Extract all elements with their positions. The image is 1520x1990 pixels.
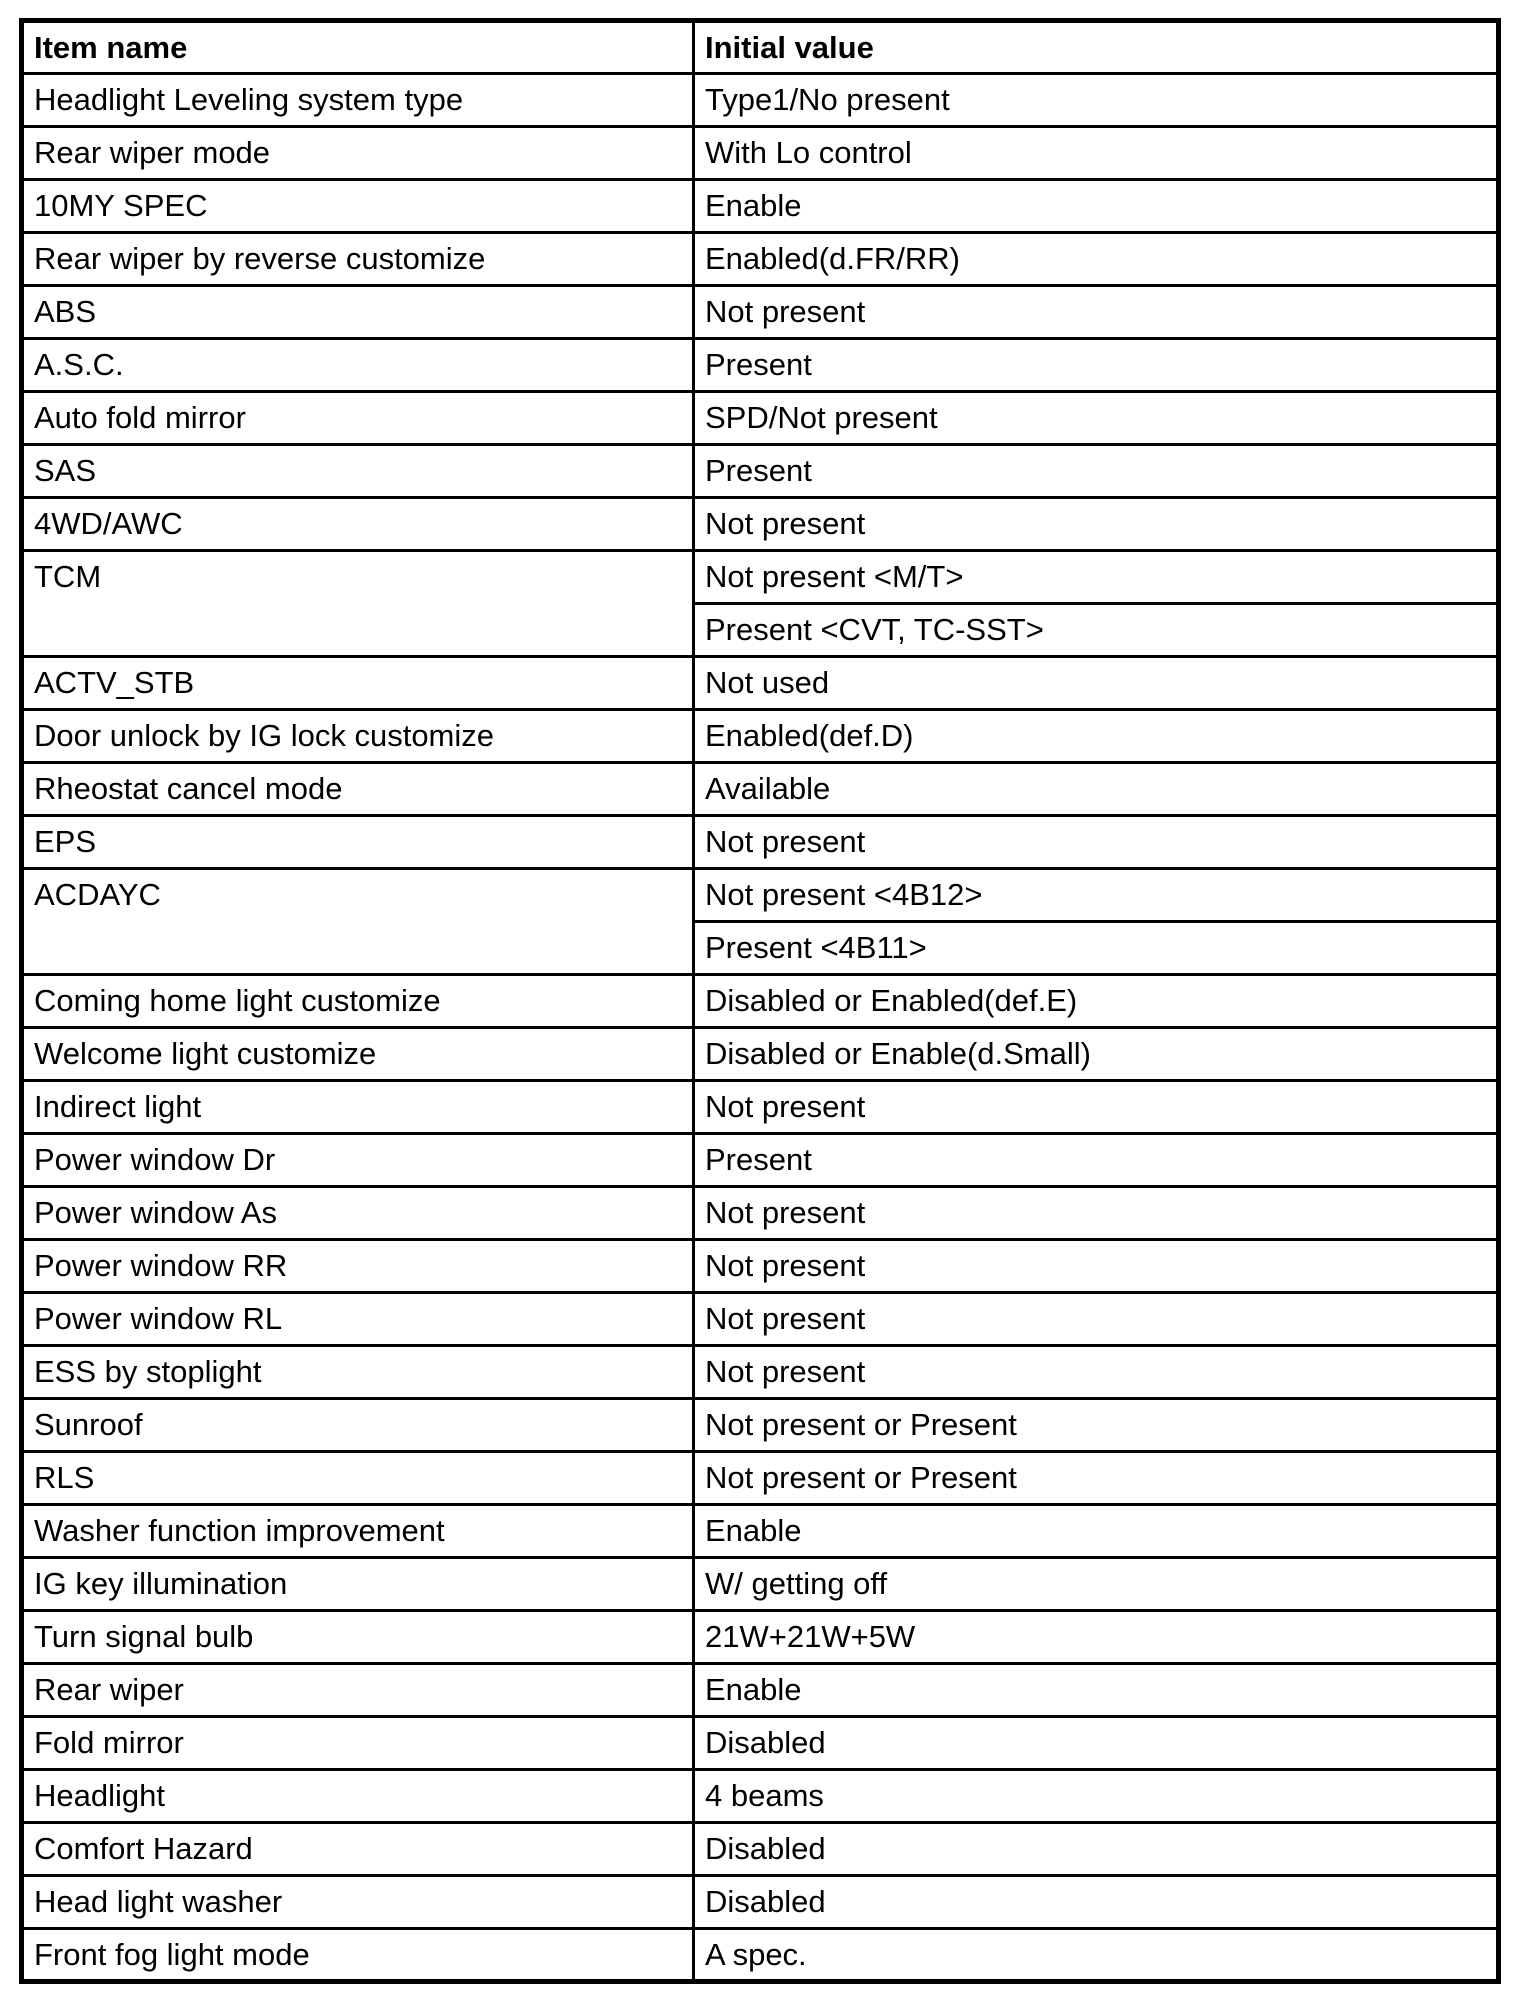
item-name-cell: ACDAYC [22,869,694,975]
table-row [22,1293,1499,1346]
initial-value-cell: 21W+21W+5W [694,1611,1499,1664]
item-name-cell: ABS [22,286,694,339]
table-row [22,1028,1499,1081]
table-row [22,1558,1499,1611]
initial-value-cell: Not present <4B12> [694,869,1499,922]
item-name-cell: Power window RR [22,1240,694,1293]
item-name-cell: Washer function improvement [22,1505,694,1558]
table-row [22,1876,1499,1929]
table-row [22,551,1499,604]
initial-value-cell: Not present [694,1187,1499,1240]
initial-value-cell: Present [694,1134,1499,1187]
item-name-cell: Fold mirror [22,1717,694,1770]
item-name-cell: 4WD/AWC [22,498,694,551]
initial-value-cell: Not present or Present [694,1399,1499,1452]
initial-value-cell: Present [694,445,1499,498]
table-row [22,657,1499,710]
item-name-cell: Welcome light customize [22,1028,694,1081]
item-name-cell: Turn signal bulb [22,1611,694,1664]
initial-value-cell: W/ getting off [694,1558,1499,1611]
initial-value-cell: Enabled(def.D) [694,710,1499,763]
table-row [22,1346,1499,1399]
initial-value-cell: Disabled [694,1823,1499,1876]
initial-value-cell: Not used [694,657,1499,710]
table-row [22,233,1499,286]
table-row [22,975,1499,1028]
item-name-cell: Auto fold mirror [22,392,694,445]
table-row [22,1452,1499,1505]
initial-value-cell: Not present [694,1081,1499,1134]
item-name-cell: Power window As [22,1187,694,1240]
initial-value-cell: Type1/No present [694,74,1499,127]
initial-value-cell: Disabled or Enable(d.Small) [694,1028,1499,1081]
table-row [22,1611,1499,1664]
initial-value-cell: Available [694,763,1499,816]
item-name-cell: Rear wiper by reverse customize [22,233,694,286]
initial-value-table-container [19,18,1501,1984]
item-name-cell: Headlight Leveling system type [22,74,694,127]
table-header-row [22,21,1499,74]
table-row [22,710,1499,763]
initial-value-cell: Enable [694,180,1499,233]
item-name-cell: RLS [22,1452,694,1505]
initial-value-cell: Disabled [694,1876,1499,1929]
initial-value-cell: Not present <M/T> [694,551,1499,604]
item-name-cell: EPS [22,816,694,869]
initial-value-cell: Present [694,339,1499,392]
header-cell-initial-value: Initial value [694,21,1499,74]
table-row [22,339,1499,392]
initial-value-cell: SPD/Not present [694,392,1499,445]
header-cell-item-name: Item name [22,21,694,74]
item-name-cell: ACTV_STB [22,657,694,710]
initial-value-cell: Disabled or Enabled(def.E) [694,975,1499,1028]
initial-value-cell: A spec. [694,1929,1499,1982]
item-name-cell: Rheostat cancel mode [22,763,694,816]
table-body [22,74,1499,1982]
initial-value-cell: Enable [694,1664,1499,1717]
table-row [22,1770,1499,1823]
table-row [22,1505,1499,1558]
initial-value-cell: Not present [694,286,1499,339]
initial-value-cell: Disabled [694,1717,1499,1770]
item-name-cell: Front fog light mode [22,1929,694,1982]
table-row [22,1717,1499,1770]
initial-value-cell: Present <CVT, TC-SST> [694,604,1499,657]
item-name-cell: Power window Dr [22,1134,694,1187]
initial-value-cell: Enable [694,1505,1499,1558]
table-row [22,498,1499,551]
item-name-cell: Indirect light [22,1081,694,1134]
table-row [22,74,1499,127]
item-name-cell: Headlight [22,1770,694,1823]
table-row [22,180,1499,233]
table-row [22,1664,1499,1717]
table-row [22,763,1499,816]
initial-value-cell: Not present or Present [694,1452,1499,1505]
table-row [22,1929,1499,1982]
item-name-cell: Head light washer [22,1876,694,1929]
item-name-cell: Door unlock by IG lock customize [22,710,694,763]
item-name-cell: Comfort Hazard [22,1823,694,1876]
item-name-cell: IG key illumination [22,1558,694,1611]
table-row [22,286,1499,339]
table-row [22,1399,1499,1452]
table-row [22,816,1499,869]
table-row [22,1134,1499,1187]
initial-value-cell: Not present [694,1346,1499,1399]
initial-value-cell: Not present [694,816,1499,869]
item-name-cell: Rear wiper [22,1664,694,1717]
item-name-cell: Power window RL [22,1293,694,1346]
table-row [22,869,1499,922]
item-name-cell: A.S.C. [22,339,694,392]
initial-value-cell: Not present [694,498,1499,551]
table-row [22,392,1499,445]
item-name-cell: ESS by stoplight [22,1346,694,1399]
table-row [22,1240,1499,1293]
item-name-cell: Sunroof [22,1399,694,1452]
initial-value-table [19,18,1501,1984]
table-row [22,1823,1499,1876]
initial-value-cell: With Lo control [694,127,1499,180]
initial-value-cell: 4 beams [694,1770,1499,1823]
initial-value-cell: Present <4B11> [694,922,1499,975]
initial-value-cell: Not present [694,1240,1499,1293]
table-row [22,1081,1499,1134]
initial-value-cell: Not present [694,1293,1499,1346]
table-row [22,127,1499,180]
initial-value-cell: Enabled(d.FR/RR) [694,233,1499,286]
item-name-cell: Rear wiper mode [22,127,694,180]
item-name-cell: TCM [22,551,694,657]
item-name-cell: Coming home light customize [22,975,694,1028]
table-row [22,445,1499,498]
table-row [22,1187,1499,1240]
item-name-cell: SAS [22,445,694,498]
item-name-cell: 10MY SPEC [22,180,694,233]
